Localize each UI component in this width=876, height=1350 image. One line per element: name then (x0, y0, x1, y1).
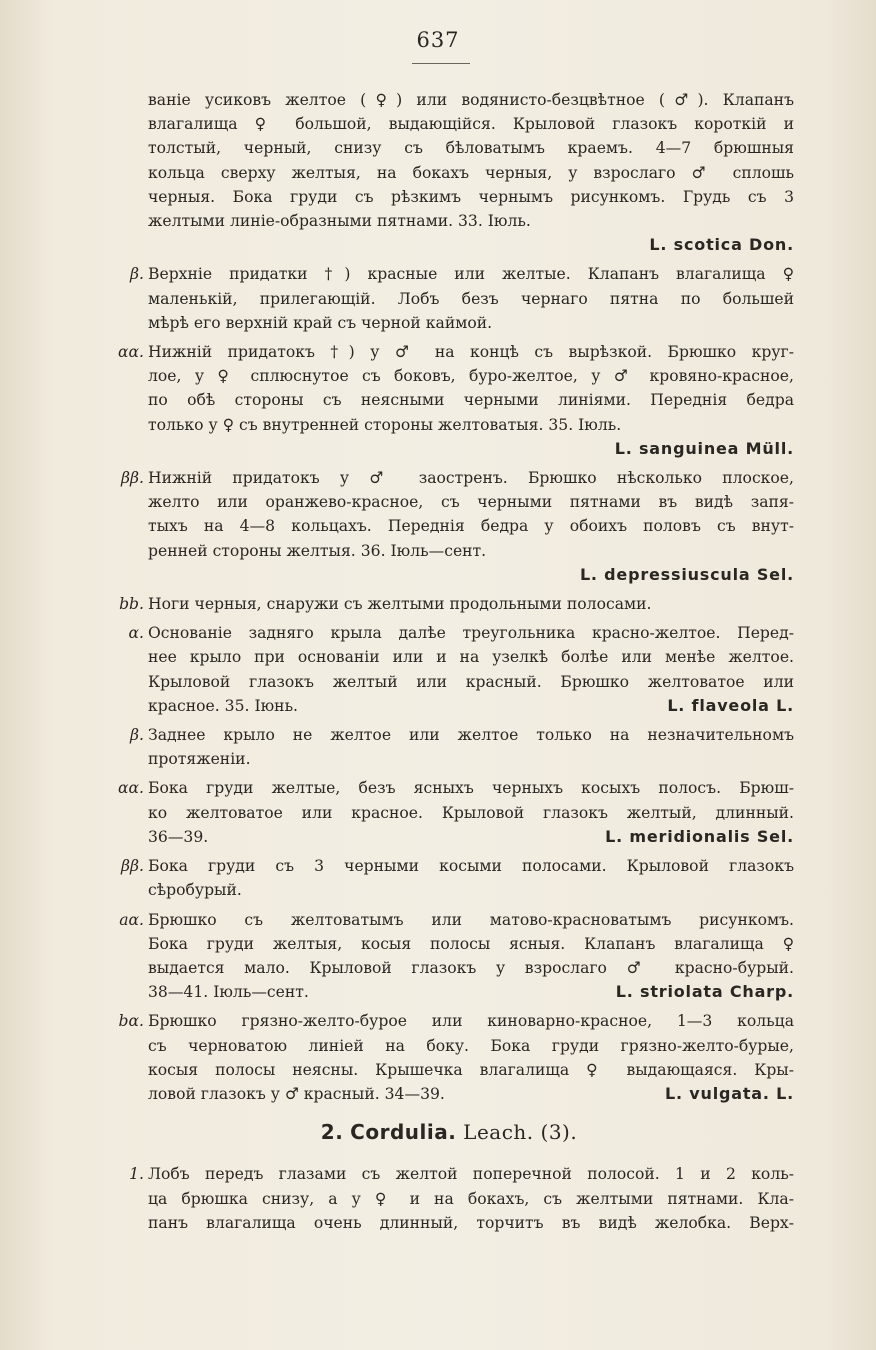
entry-line: сѣробурый. (148, 881, 242, 900)
entry-line: протяженіи. (148, 750, 251, 769)
entry-marker: bb. (119, 595, 144, 614)
species-row (148, 563, 794, 587)
entry-marker: αα. (117, 343, 144, 362)
species-row (148, 233, 794, 257)
key-entry (104, 262, 794, 335)
key-entry (104, 1009, 794, 1106)
entry-line: черныя. Бока груди съ рѣзкимъ чернымъ рисункомъ. Грудь съ 3 (148, 187, 794, 206)
entry-line: мѣрѣ его верхній край съ черной каймой. (148, 313, 493, 332)
species-name: L. depressiuscula Sel. (579, 564, 794, 584)
entry-line: ренней стороны желтыя. 36. Іюль—сент. (148, 541, 487, 560)
entry-line: ко желтоватое или красное. Крыловой глазокъ желтый, длинный. (148, 803, 794, 822)
entry-line: по обѣ стороны съ неясными черными линіями. Переднія бедра (148, 391, 794, 410)
entry-line: Бока груди желтые, безъ ясныхъ черныхъ косыхъ полосъ. Брюш- (148, 779, 794, 798)
genus-heading (104, 1120, 794, 1144)
header-rule (412, 63, 470, 64)
entry-marker: αα. (117, 779, 144, 798)
key-entry (104, 854, 794, 902)
key-entry (104, 621, 794, 718)
couplet-marker: 1. (129, 1165, 144, 1184)
entry-line: желтыми линіе-образными пятнами. 33. Іюль. (148, 212, 531, 231)
entry-marker: ββ. (121, 857, 144, 876)
key-entry (104, 592, 794, 616)
key-entry (104, 908, 794, 1005)
key-text (104, 88, 794, 1240)
entry-line: Брюшко грязно-желто-бурое или киноварно-красное, 1—3 кольца (148, 1012, 794, 1031)
species-name: L. striolata Charp. (615, 982, 794, 1002)
key-entry (104, 340, 794, 461)
entry-line: косыя полосы неясны. Крышечка влагалища ♀ выдающаяся. Кры- (148, 1060, 794, 1079)
entry-marker: ββ. (121, 469, 144, 488)
entry-line-tail: 38—41. Іюль—сент. (148, 983, 309, 1002)
entry-line: лое, у ♀ сплюснутое съ боковъ, буро-желтое, у ♂ кровяно-красное, (148, 367, 794, 386)
key-entry (104, 466, 794, 587)
entry-line-tail: ловой глазокъ у ♂ красный. 34—39. (148, 1084, 445, 1103)
entry-line: Нижній придатокъ у ♂ заостренъ. Брюшко нѣсколько плоское, (148, 469, 794, 488)
couplet-line: Лобъ передъ глазами съ желтой поперечной полосой. 1 и 2 коль- (148, 1165, 794, 1184)
genus-author: Leach. (3). (463, 1120, 578, 1145)
species-row (148, 694, 794, 718)
entry-line: Основаніе задняго крыла далѣе треугольника красно-желтое. Перед- (148, 624, 794, 643)
entry-line-tail: 36—39. (148, 827, 209, 846)
entry-line: Крыловой глазокъ желтый или красный. Брюшко желтоватое или (148, 672, 794, 691)
entry-line: кольца сверху желтыя, на бокахъ черныя, у взрослаго ♂ сплошь (148, 163, 794, 182)
entry-line: нее крыло при основаніи или и на узелкѣ болѣе или менѣе желтое. (148, 648, 794, 667)
species-name: L. sanguinea Müll. (614, 438, 794, 458)
page-number: 637 (416, 28, 460, 52)
entry-line: тыхъ на 4—8 кольцахъ. Переднія бедра у обоихъ половъ съ внут- (148, 517, 794, 536)
entry-line: Заднее крыло не желтое или желтое только на незначительномъ (148, 726, 794, 745)
entry-line: выдается мало. Крыловой глазокъ у взрослаго ♂ красно-бурый. (148, 958, 794, 977)
species-name: L. scotica Don. (649, 235, 794, 255)
entry-marker: β. (130, 726, 144, 745)
couplet-entry (104, 1162, 794, 1235)
entry-marker: aα. (119, 910, 144, 929)
species-name: L. meridionalis Sel. (605, 826, 794, 846)
entry-line: только у ♀ съ внутренней стороны желтоватыя. 35. Іюль. (148, 415, 622, 434)
species-row (148, 1082, 794, 1106)
entry-line: Бока груди съ 3 черными косыми полосами. Крыловой глазокъ (148, 857, 794, 876)
key-entry (104, 776, 794, 849)
entry-line: съ черноватою линіей на боку. Бока груди грязно-желто-бурые, (148, 1036, 794, 1055)
entry-marker: α. (128, 624, 144, 643)
entry-marker: bα. (118, 1012, 144, 1031)
species-name: L. vulgata. L. (665, 1083, 794, 1103)
key-entry (104, 723, 794, 771)
entry-line: толстый, черный, снизу съ бѣловатымъ краемъ. 4—7 брюшныя (148, 139, 794, 158)
entry-line: Бока груди желтыя, косыя полосы ясныя. Клапанъ влагалища ♀ (148, 934, 794, 953)
species-name: L. flaveola L. (667, 695, 794, 715)
species-row (148, 825, 794, 849)
genus-name: Cordulia. (350, 1120, 457, 1145)
couplet-line: ца брюшка снизу, а у ♀ и на бокахъ, съ желтыми пятнами. Кла- (148, 1189, 794, 1208)
entry-line-tail: красное. 35. Іюнь. (148, 696, 299, 715)
couplet-line: панъ влагалища очень длинный, торчитъ въ видѣ желобка. Верх- (148, 1213, 794, 1232)
genus-number: 2. (320, 1120, 344, 1145)
species-row (148, 980, 794, 1004)
entry-line: Нижній придатокъ †) у ♂ на концѣ съ вырѣзкой. Брюшко круг- (148, 343, 794, 362)
entry-line: ваніе усиковъ желтое (♀) или водянисто-безцвѣтное (♂). Клапанъ (148, 91, 794, 109)
entry-line: влагалища ♀ большой, выдающійся. Крыловой глазокъ короткій и (148, 115, 794, 134)
entry-marker: β. (130, 265, 144, 284)
entry-line: Брюшко съ желтоватымъ или матово-красноватымъ рисункомъ. (148, 910, 794, 929)
key-entry (104, 88, 794, 257)
species-row (148, 437, 794, 461)
entry-line: Ноги черныя, снаружи съ желтыми продольными полосами. (148, 595, 652, 614)
entry-line: маленькій, прилегающій. Лобъ безъ чернаго пятна по большей (148, 289, 794, 308)
entry-line: желто или оранжево-красное, съ черными пятнами въ видѣ запя- (148, 493, 794, 512)
entry-line: Верхніе придатки †) красные или желтые. Клапанъ влагалища ♀ (148, 265, 794, 284)
